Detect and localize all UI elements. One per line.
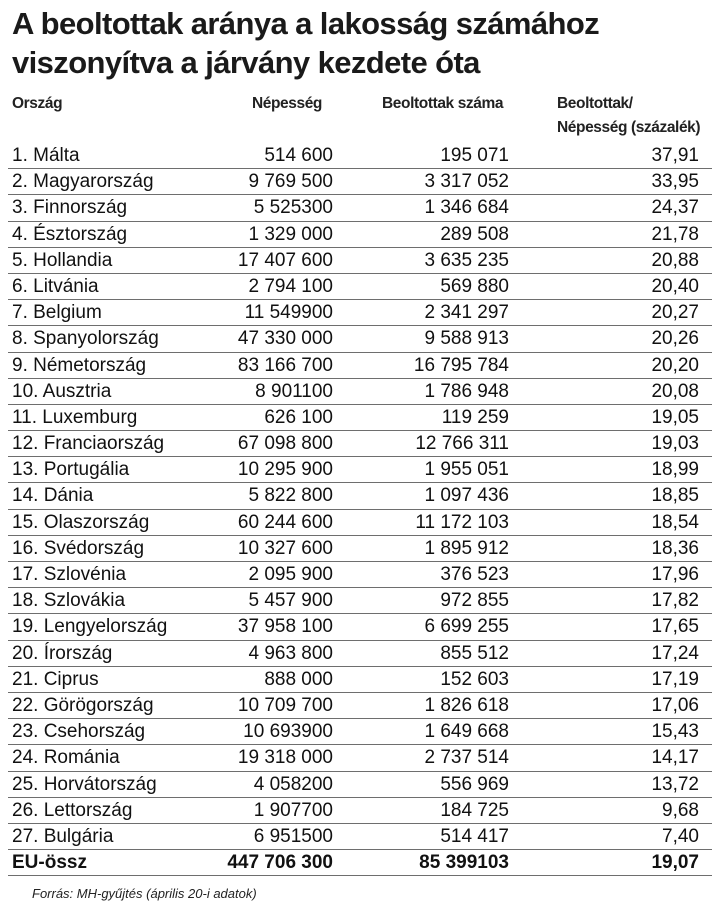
table-row xyxy=(8,483,712,509)
ratio-cell: 18,36 xyxy=(651,537,699,559)
population-cell: 17 407 600 xyxy=(237,249,333,271)
ratio-cell: 20,88 xyxy=(651,249,699,271)
header-vaccinated: Beoltottak száma xyxy=(382,95,504,112)
table-row xyxy=(8,588,712,614)
vaccinated-cell: 1 097 436 xyxy=(424,485,509,507)
country-cell: 14. Dánia xyxy=(12,485,94,507)
table-row xyxy=(8,510,712,536)
population-cell: 514 600 xyxy=(264,145,333,166)
population-cell: 83 166 700 xyxy=(237,354,333,376)
vaccinated-cell: 1 649 668 xyxy=(424,721,509,743)
header-population: Népesség xyxy=(251,95,322,112)
population-cell: 60 244 600 xyxy=(237,511,333,533)
vaccinated-cell: 2 341 297 xyxy=(424,302,509,324)
ratio-cell: 20,27 xyxy=(651,302,699,324)
population-cell: 6 951500 xyxy=(253,825,333,847)
population-cell: 19 318 000 xyxy=(237,747,333,769)
vaccinated-cell: 376 523 xyxy=(440,564,509,585)
ratio-cell: 7,40 xyxy=(662,825,699,847)
table-row xyxy=(8,379,712,405)
population-cell: 2 095 900 xyxy=(248,564,333,585)
country-cell: 8. Spanyolország xyxy=(12,328,159,350)
country-cell: 19. Lengyelország xyxy=(12,616,168,638)
vaccinated-cell: 9 588 913 xyxy=(424,328,509,350)
country-cell: 22. Görögország xyxy=(12,694,154,716)
table-row xyxy=(8,667,712,693)
population-cell: 5 525300 xyxy=(253,197,333,219)
ratio-cell: 15,43 xyxy=(651,721,699,743)
table-row xyxy=(8,169,712,195)
population-cell: 10 709 700 xyxy=(237,694,333,716)
population-cell: 5 457 900 xyxy=(248,590,333,612)
ratio-cell: 19,07 xyxy=(651,852,699,874)
table-row xyxy=(8,405,712,431)
country-cell: 1. Málta xyxy=(12,145,80,166)
population-cell: 4 058200 xyxy=(253,773,333,795)
table-row xyxy=(8,536,712,562)
vaccinated-cell: 6 699 255 xyxy=(424,616,509,638)
vaccinated-cell: 12 766 311 xyxy=(415,433,509,455)
population-cell: 447 706 300 xyxy=(227,852,333,874)
population-cell: 1 329 000 xyxy=(248,223,333,245)
table-row xyxy=(8,614,712,640)
ratio-cell: 19,05 xyxy=(651,406,699,428)
title-line-2: viszonyítva a járvány kezdete óta xyxy=(12,45,480,80)
vaccinated-cell: 184 725 xyxy=(440,799,509,821)
ratio-cell: 17,24 xyxy=(651,642,699,664)
vaccinated-cell: 1 346 684 xyxy=(424,197,509,219)
country-cell: 17. Szlovénia xyxy=(12,564,127,585)
country-cell: 7. Belgium xyxy=(12,302,102,324)
country-cell: EU-össz xyxy=(12,852,87,874)
vaccinated-cell: 16 795 784 xyxy=(413,354,509,376)
vaccinated-cell: 3 317 052 xyxy=(424,171,509,193)
table-row xyxy=(8,562,712,588)
header-ratio-line-1: Beoltottak/ xyxy=(557,95,633,112)
population-cell: 4 963 800 xyxy=(248,642,333,664)
population-cell: 11 549900 xyxy=(244,302,333,324)
table-row xyxy=(8,719,712,745)
ratio-cell: 19,03 xyxy=(651,433,699,455)
table-row xyxy=(8,300,712,326)
ratio-cell: 37,91 xyxy=(651,145,699,166)
population-cell: 10 327 600 xyxy=(237,537,333,559)
ratio-cell: 14,17 xyxy=(651,747,699,769)
ratio-cell: 18,85 xyxy=(651,485,699,507)
table-row xyxy=(8,745,712,771)
vaccinated-cell: 85 399103 xyxy=(419,852,509,874)
population-cell: 67 098 800 xyxy=(237,433,333,455)
ratio-cell: 17,06 xyxy=(651,694,699,716)
vaccinated-cell: 11 172 103 xyxy=(415,511,509,533)
country-cell: 21. Ciprus xyxy=(12,668,99,690)
table-row xyxy=(8,248,712,274)
country-cell: 13. Portugália xyxy=(12,459,130,481)
population-cell: 47 330 000 xyxy=(237,328,333,350)
country-cell: 11. Luxemburg xyxy=(12,406,138,428)
page-title xyxy=(12,4,712,82)
population-cell: 10 295 900 xyxy=(237,459,333,481)
table-row xyxy=(8,457,712,483)
ratio-cell: 17,65 xyxy=(651,616,699,638)
total-row xyxy=(8,850,712,876)
vaccinated-cell: 119 259 xyxy=(441,406,509,428)
source-note: Forrás: MH-gyűjtés (április 20-i adatok) xyxy=(32,886,257,901)
country-cell: 16. Svédország xyxy=(12,537,145,559)
ratio-cell: 18,54 xyxy=(651,511,699,533)
ratio-cell: 18,99 xyxy=(651,459,699,481)
ratio-cell: 24,37 xyxy=(651,197,699,219)
table-row xyxy=(8,274,712,300)
vaccinated-cell: 289 508 xyxy=(440,223,509,245)
population-cell: 1 907700 xyxy=(253,799,333,821)
table-row xyxy=(8,693,712,719)
title-line-1: A beoltottak aránya a lakosság számához xyxy=(12,6,600,41)
vaccinated-cell: 514 417 xyxy=(440,825,509,847)
vaccinated-cell: 972 855 xyxy=(440,590,509,612)
country-cell: 26. Lettország xyxy=(12,799,133,821)
country-cell: 23. Csehország xyxy=(12,721,146,743)
country-cell: 25. Horvátország xyxy=(12,773,157,795)
population-cell: 10 693900 xyxy=(243,721,333,743)
header-country: Ország xyxy=(12,95,63,112)
country-cell: 15. Olaszország xyxy=(12,511,150,533)
country-cell: 4. Észtország xyxy=(12,223,128,245)
table-row xyxy=(8,798,712,824)
population-cell: 5 822 800 xyxy=(248,485,333,507)
table-row xyxy=(8,641,712,667)
country-cell: 5. Hollandia xyxy=(12,249,113,271)
ratio-cell: 13,72 xyxy=(651,773,699,795)
vaccinated-cell: 855 512 xyxy=(440,642,509,664)
population-cell: 626 100 xyxy=(264,406,333,428)
header-ratio-line-2: Népesség (százalék) xyxy=(557,119,701,136)
country-cell: 20. Írország xyxy=(12,642,113,664)
vaccinated-cell: 2 737 514 xyxy=(424,747,509,769)
header-ratio xyxy=(557,92,700,140)
population-cell: 2 794 100 xyxy=(248,275,333,297)
population-cell: 888 000 xyxy=(264,668,333,690)
table-row xyxy=(8,326,712,352)
country-cell: 6. Litvánia xyxy=(12,275,99,297)
vaccinated-cell: 1 786 948 xyxy=(424,380,509,402)
table-row xyxy=(8,431,712,457)
country-cell: 24. Románia xyxy=(12,747,120,769)
vaccinated-cell: 3 635 235 xyxy=(424,249,509,271)
country-cell: 27. Bulgária xyxy=(12,825,114,847)
table-row xyxy=(8,353,712,379)
data-table xyxy=(8,143,712,876)
table-row xyxy=(8,195,712,221)
ratio-cell: 33,95 xyxy=(651,171,699,193)
table-row xyxy=(8,772,712,798)
country-cell: 18. Szlovákia xyxy=(12,590,126,612)
vaccinated-cell: 556 969 xyxy=(440,773,509,795)
population-cell: 9 769 500 xyxy=(248,171,333,193)
vaccinated-cell: 1 895 912 xyxy=(424,537,509,559)
ratio-cell: 20,40 xyxy=(651,275,699,297)
vaccinated-cell: 1 955 051 xyxy=(424,459,509,481)
table-row xyxy=(8,824,712,850)
table-row xyxy=(8,143,712,169)
ratio-cell: 17,19 xyxy=(651,668,699,690)
ratio-cell: 17,82 xyxy=(651,590,699,612)
ratio-cell: 17,96 xyxy=(651,564,699,585)
ratio-cell: 20,08 xyxy=(651,380,699,402)
vaccinated-cell: 152 603 xyxy=(440,668,509,690)
ratio-cell: 21,78 xyxy=(651,223,699,245)
country-cell: 2. Magyarország xyxy=(12,171,154,193)
ratio-cell: 20,20 xyxy=(651,354,699,376)
vaccinated-cell: 1 826 618 xyxy=(424,694,509,716)
country-cell: 10. Ausztria xyxy=(12,380,112,402)
vaccinated-cell: 569 880 xyxy=(440,275,509,297)
vaccinated-cell: 195 071 xyxy=(440,145,509,166)
ratio-cell: 9,68 xyxy=(662,799,699,821)
population-cell: 37 958 100 xyxy=(237,616,333,638)
country-cell: 12. Franciaország xyxy=(12,433,165,455)
population-cell: 8 901100 xyxy=(255,380,333,402)
table-row xyxy=(8,222,712,248)
country-cell: 9. Németország xyxy=(12,354,147,376)
ratio-cell: 20,26 xyxy=(651,328,699,350)
country-cell: 3. Finnország xyxy=(12,197,128,219)
